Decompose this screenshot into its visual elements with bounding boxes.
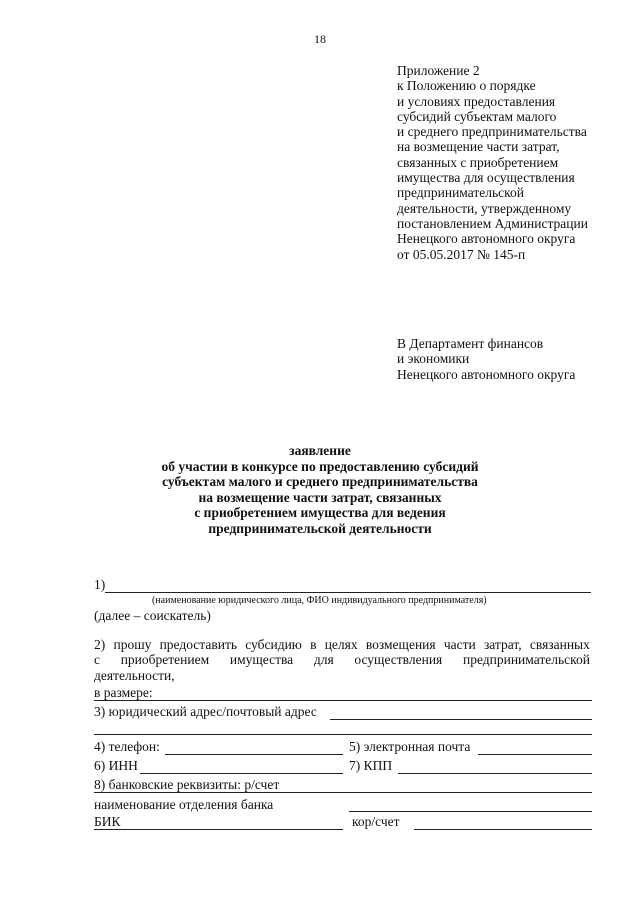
corr-account-field-line[interactable]	[414, 829, 592, 830]
item7-label: 7) КПП	[349, 758, 393, 773]
item2-row	[94, 652, 590, 667]
word: предпринимательской	[462, 652, 590, 668]
word: осуществления	[354, 652, 443, 668]
word: с	[94, 652, 100, 668]
phone-field-line[interactable]	[165, 754, 343, 755]
title-line: об участии в конкурсе по предоставлению субсидий	[161, 458, 479, 474]
word: в	[310, 637, 317, 652]
title-line: с приобретением имущества для ведения	[194, 505, 446, 520]
appendix-line: деятельности, утвержденному	[397, 200, 572, 216]
word: предоставить	[159, 637, 238, 652]
page-number: 18	[314, 32, 326, 46]
addressee-line: Ненецкого автономного округа	[397, 366, 576, 382]
bik-label: БИК	[94, 814, 121, 829]
account-field-line[interactable]	[94, 792, 592, 793]
appendix-line: от 05.05.2017 № 145-п	[397, 246, 526, 262]
amount-field-line[interactable]	[94, 700, 592, 701]
appendix-line: субсидий субъектам малого	[397, 108, 557, 124]
addressee-line: и экономики	[397, 351, 470, 367]
item3-label: 3) юридический адрес/почтовый адрес	[94, 704, 317, 719]
item2-row: деятельности,	[94, 667, 175, 683]
kpp-field-line[interactable]	[398, 773, 592, 774]
email-field-line[interactable]	[478, 754, 592, 755]
inn-field-line[interactable]	[140, 773, 343, 774]
item2-paragraph	[94, 637, 590, 683]
appendix-line: Ненецкого автономного округа	[397, 231, 576, 247]
title-line: субъектам малого и среднего предпринимательства	[162, 474, 478, 489]
word: 2)	[94, 637, 106, 652]
appendix-line: на возмещение части затрат,	[397, 139, 560, 155]
document-title	[0, 443, 640, 536]
item1-suffix: (далее – соискатель)	[94, 608, 211, 623]
bank-name-label: наименование отделения банка	[94, 797, 274, 812]
word: возмещения	[365, 637, 436, 652]
item1-label: 1)	[94, 577, 106, 592]
appendix-line: Приложение 2	[397, 63, 480, 78]
item4-label: 4) телефон:	[94, 739, 160, 754]
word: приобретением	[120, 652, 210, 668]
title-line: предпринимательской деятельности	[208, 520, 432, 536]
bank-name-field-line[interactable]	[349, 811, 592, 812]
item8-label: 8) банковские реквизиты: р/счет	[94, 777, 280, 792]
appendix-line: имущества для осуществления	[397, 170, 575, 186]
word: субсидию	[245, 637, 302, 652]
item2-row	[94, 637, 590, 652]
word: прошу	[113, 637, 152, 652]
word: целях	[324, 637, 358, 652]
appendix-line: связанных с приобретением	[397, 154, 559, 170]
word: имущества	[229, 652, 294, 668]
title-line: на возмещение части затрат, связанных	[198, 489, 442, 505]
addressee-line: В Департамент финансов	[397, 336, 544, 351]
address-field-line-2[interactable]	[94, 734, 592, 735]
appendix-line: и условиях предоставления	[397, 93, 556, 109]
appendix-line: к Положению о порядке	[397, 78, 536, 94]
word: затрат,	[483, 637, 522, 652]
appendix-line: предпринимательской	[397, 185, 525, 201]
appendix-line: и среднего предпринимательства	[397, 124, 587, 140]
word: связанных	[529, 637, 590, 652]
corr-account-label: кор/счет	[352, 814, 400, 829]
item5-label: 5) электронная почта	[349, 739, 471, 754]
item2-amount-label: в размере:	[94, 685, 153, 700]
bik-field-line[interactable]	[94, 829, 343, 830]
addressee-block	[397, 336, 575, 382]
address-field-line[interactable]	[330, 719, 592, 720]
word: для	[313, 652, 334, 668]
item1-field-line[interactable]	[105, 592, 591, 593]
appendix-line: постановлением Администрации	[397, 215, 588, 231]
appendix-block	[397, 63, 637, 262]
title-line: заявление	[289, 443, 351, 458]
item1-caption: (наименование юридического лица, ФИО индивидуального предпринимателя)	[152, 595, 487, 606]
word: части	[443, 637, 476, 652]
item6-label: 6) ИНН	[94, 758, 138, 773]
